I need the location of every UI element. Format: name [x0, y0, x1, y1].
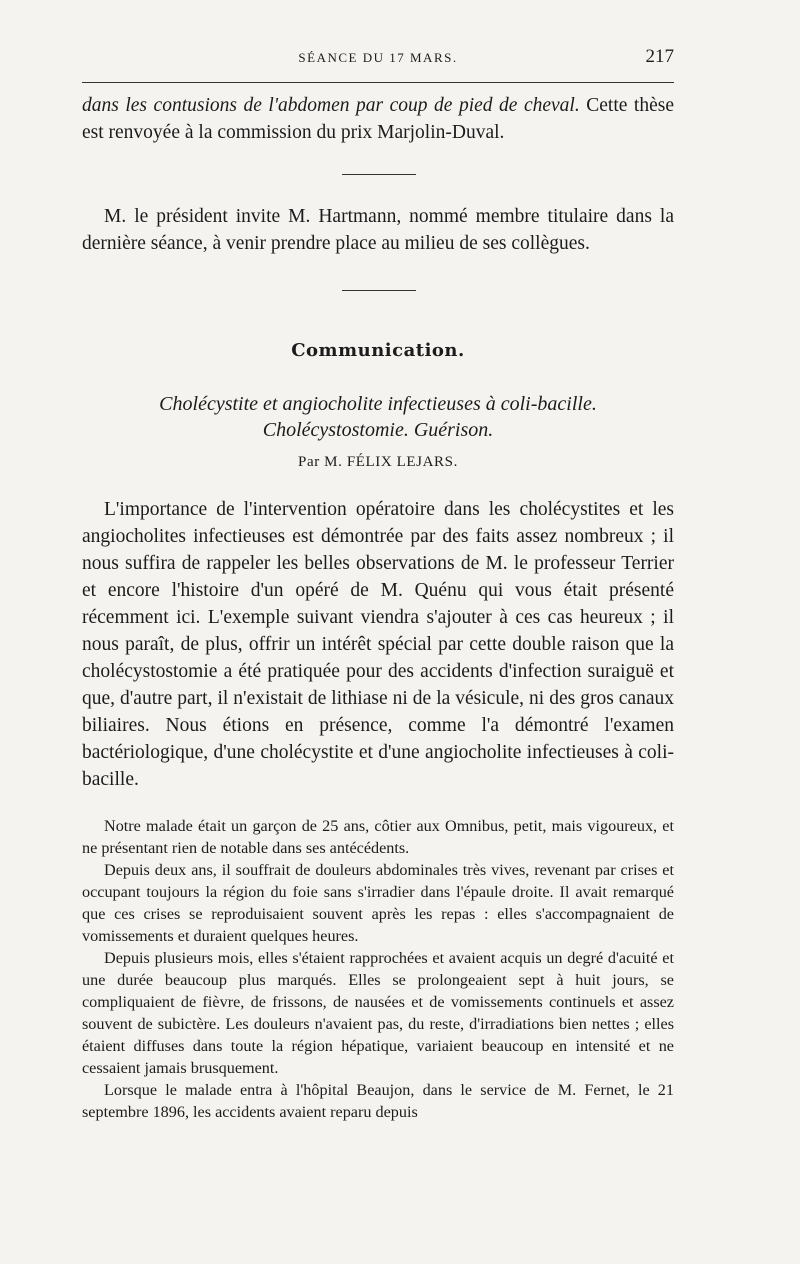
president-paragraph: M. le président invite M. Hartmann, nommé membre titulaire dans la dernière séance, à venir prendre place au milieu de ses collègues.	[82, 206, 674, 254]
article-title-line1: Cholécystite et angiocholite infectieuses à coli-bacille.	[159, 393, 597, 415]
case-paragraph: Depuis plusieurs mois, elles s'étaient rapprochées et avaient acquis un degré d'acuité et une durée beaucoup plus marqués. Elles se prolongeaient sept à huit jours, se compliquaient de fièvre, de frissons, de nausées et de vomissements continuels et assez souvent de subictère. Les douleurs n'avaient pas, du reste, d'irradiations bien nettes ; elles étaient diffuses dans toute la région hépatique, variaient beaucoup en intensité et ne cessaient jamais brusquement.	[82, 949, 674, 1077]
byline: Par M. FÉLIX LEJARS.	[298, 454, 458, 470]
section-heading-block	[82, 340, 674, 361]
intro-text: Cette thèse est renvoyée à la commission du prix Marjolin-Duval.	[82, 95, 674, 143]
case-paragraph: Depuis deux ans, il souffrait de douleurs abdominales très vives, revenant par crises et occupant toujours la région du foie sans s'irradier dans l'épaule droite. Il avait remarqué que ces crises se reproduisaient souvent après les repas : elles s'accompagnaient de vomissements et duraient quelques heures.	[82, 861, 674, 945]
president-paragraph-block	[82, 203, 674, 257]
intro-italic-text: dans les contusions de l'abdomen par coup de pied de cheval.	[82, 95, 580, 116]
case-paragraph: Notre malade était un garçon de 25 ans, côtier aux Omnibus, petit, mais vigoureux, et ne présentant rien de notable dans ses antécédents.	[82, 817, 674, 857]
running-title: SÉANCE DU 17 MARS.	[298, 50, 458, 65]
main-paragraph-block	[82, 496, 674, 793]
separator-rule	[342, 290, 416, 291]
section-heading: Communication.	[291, 340, 465, 361]
case-paragraph: Lorsque le malade entra à l'hôpital Beaujon, dans le service de M. Fernet, le 21 septembre 1896, les accidents avaient reparu depuis	[82, 1081, 674, 1121]
article-title-block	[82, 391, 674, 443]
header-rule	[82, 82, 674, 83]
separator-rule	[342, 174, 416, 175]
intro-paragraph	[82, 92, 674, 146]
case-report	[82, 815, 674, 1123]
page-number: 217	[645, 46, 674, 67]
article-title-line2: Cholécystostomie. Guérison.	[262, 419, 494, 441]
byline-block	[82, 454, 674, 471]
page-header	[82, 46, 674, 72]
main-paragraph: L'importance de l'intervention opératoire dans les cholécystites et les angiocholites infectieuses est démontrée par des faits assez nombreux ; il nous suffira de rappeler les belles observations de M. le professeur Terrier et encore l'histoire d'un opéré de M. Quénu qui vous était présenté récemment ici. L'exemple suivant viendra s'ajouter à ces cas heureux ; il nous paraît, de plus, offrir un intérêt spécial par cette double raison que la cholécystostomie a été pratiquée pour des accidents d'infection suraiguë et que, d'autre part, il n'existait de lithiase ni de la vésicule, ni des gros canaux biliaires. Nous étions en présence, comme l'a démontré l'examen bactériologique, d'une cholécystite et d'une angiocholite infectieuses à coli-bacille.	[82, 499, 674, 790]
